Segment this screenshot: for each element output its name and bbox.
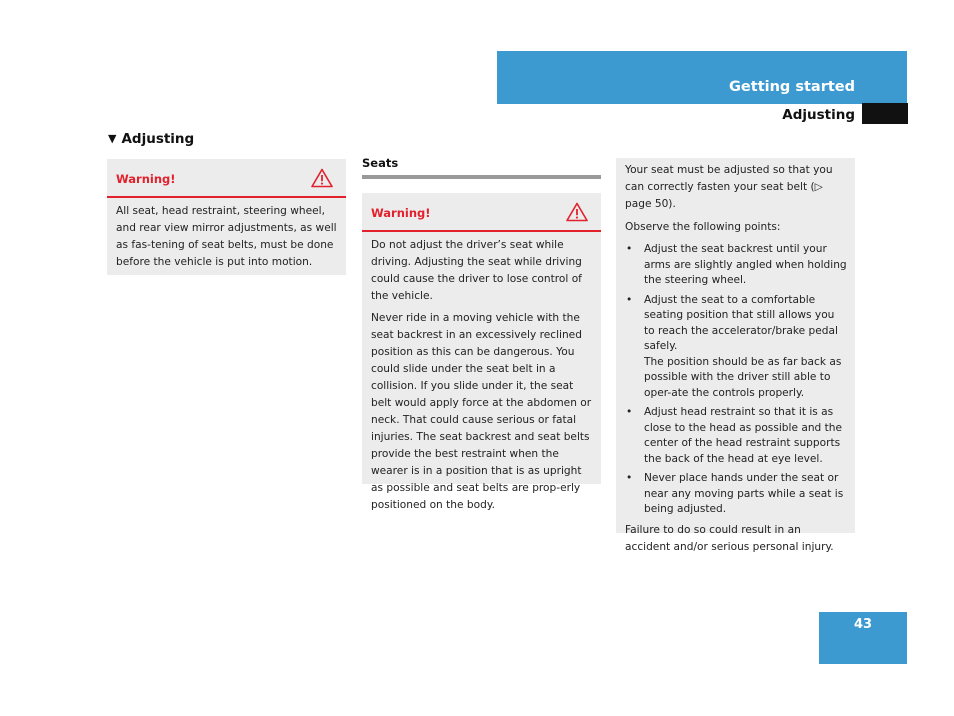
chapter-title: Getting started xyxy=(729,79,855,95)
bullet-icon: • xyxy=(626,406,633,418)
section-heading xyxy=(108,131,194,147)
bullet-icon: • xyxy=(626,293,633,306)
info-box xyxy=(616,158,855,553)
warning-paragraph: All seat, head restraint, steering wheel, and rear view mirror adjustments, as well as fas-tening of seat belts, must be done before the vehicle is put into motion. xyxy=(116,205,337,268)
subsection-heading-seats: Seats xyxy=(362,156,601,179)
page-number-tab xyxy=(819,612,907,664)
info-observe: Observe the following points: xyxy=(625,221,781,233)
warning-box-general xyxy=(107,159,346,275)
page-number: 43 xyxy=(853,617,873,632)
list-item-text: Adjust head restraint so that it is as close to the head as possible and the center of the head restraint supports the back of the head at eye level. xyxy=(644,406,843,465)
warning-body xyxy=(107,198,346,283)
section-subtitle: Adjusting xyxy=(782,107,855,123)
bullet-icon: • xyxy=(626,472,633,484)
info-closing: Failure to do so could result in an accident and/or serious personal injury. xyxy=(625,523,834,553)
bullet-icon: • xyxy=(626,243,633,255)
list-item-text: Adjust the seat backrest until your arms are slightly angled when holding the steering wheel. xyxy=(644,243,847,286)
section-tab-marker xyxy=(862,103,908,124)
list-item xyxy=(625,293,847,402)
list-item-text: Never place hands under the seat or near any moving parts while a seat is being adjusted. xyxy=(644,472,844,515)
warning-triangle-icon xyxy=(566,202,588,222)
list-item xyxy=(625,405,847,467)
header-band xyxy=(497,51,907,104)
warning-paragraph: Do not adjust the driver’s seat while driving. Adjusting the seat while driving could cause the driver to lose control of the vehicle. xyxy=(371,239,582,302)
warning-box-seats xyxy=(362,193,601,511)
info-points-list xyxy=(625,242,847,518)
info-intro: Your seat must be adjusted so that you can correctly fasten your seat belt (▷ page 50). xyxy=(625,164,833,210)
warning-paragraph: Never ride in a moving vehicle with the seat backrest in an excessively reclined position as this can be dangerous. You could slide under the seat belt in a collision. If you slide under it, the seat belt would apply force at the abdomen or neck. That could cause serious or fatal injuries. The seat backrest and seat belts provide the best restraint when the wearer is in a position that is as upright as possible and seat belts are prop-erly positioned on the body. xyxy=(371,312,592,511)
warning-header xyxy=(362,193,601,232)
section-heading-text: Adjusting xyxy=(121,131,195,147)
list-item xyxy=(625,471,847,518)
list-item xyxy=(625,242,847,289)
warning-header xyxy=(107,159,346,198)
triangle-down-icon: ▼ xyxy=(108,132,117,145)
warning-label: Warning! xyxy=(371,206,431,220)
warning-body xyxy=(362,232,601,526)
warning-label: Warning! xyxy=(116,172,176,186)
list-item-text: Adjust the seat to a comfortable seating position that still allows you to reach the accelerator/brake pedal safely. xyxy=(644,293,838,352)
list-item-text: The position should be as far back as possible with the driver still able to oper-ate the controls properly. xyxy=(644,355,842,399)
warning-triangle-icon xyxy=(311,168,333,188)
